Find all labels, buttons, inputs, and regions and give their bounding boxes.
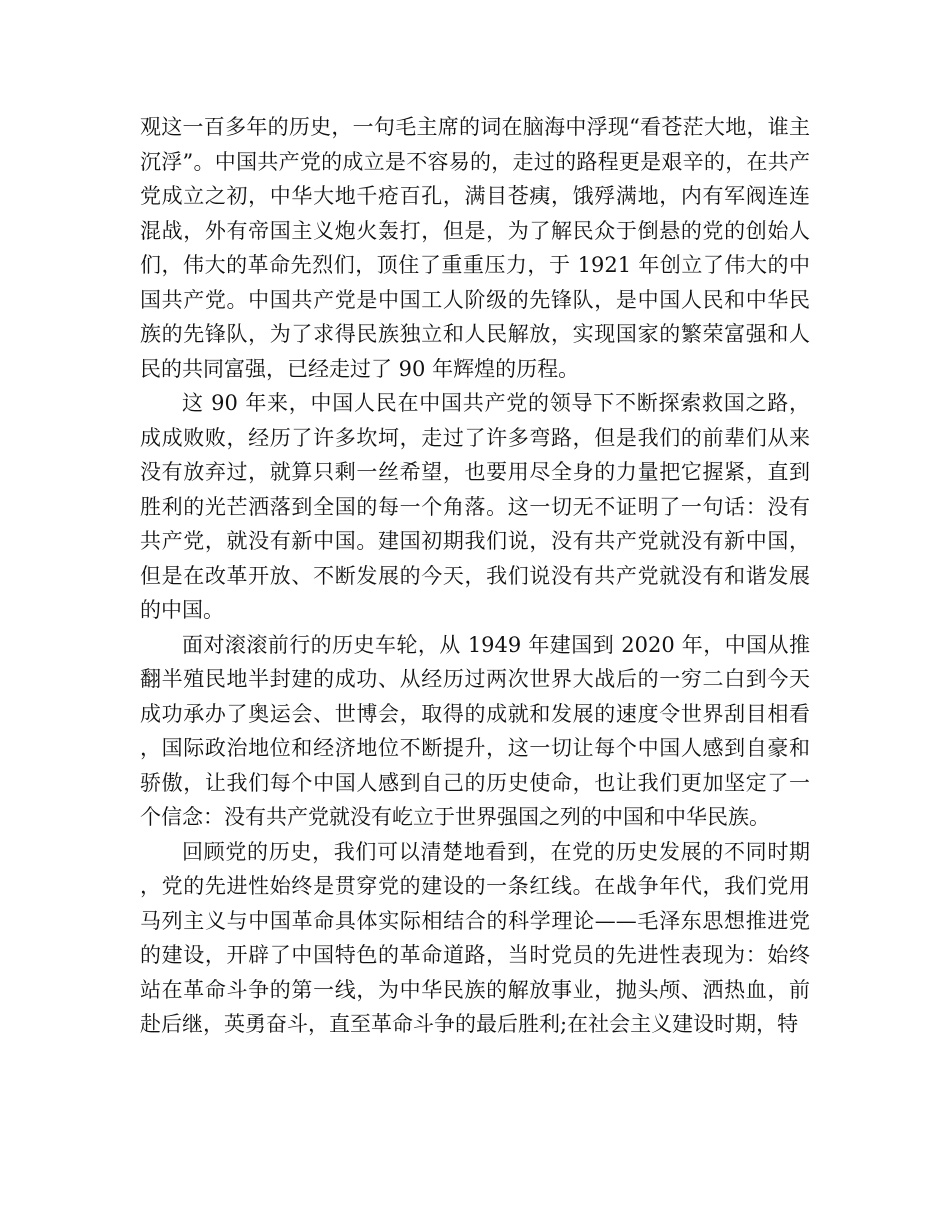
document-body bbox=[140, 110, 810, 1042]
paragraph-3: 面对滚滚前行的历史车轮，从 1949 年建国到 2020 年，中国从推翻半殖民地半封建的成功、从经历过两次世界大战后的一穷二白到今天成功承办了奥运会、世博会，取得的成就和发展的速度令世界刮目相看，国际政治地位和经济地位不断提升，这一切让每个中国人感到自豪和骄傲，让我们每个中国人感到自己的历史使命，也让我们更加坚定了一个信念：没有共产党就没有屹立于世界强国之列的中国和中华民族。 bbox=[140, 632, 810, 829]
paragraph-4: 回顾党的历史，我们可以清楚地看到，在党的历史发展的不同时期，党的先进性始终是贯穿党的建设的一条红线。在战争年代，我们党用马列主义与中国革命具体实际相结合的科学理论——毛泽东思想推进党的建设，开辟了中国特色的革命道路，当时党员的先进性表现为：始终站在革命斗争的第一线，为中华民族的解放事业，抛头颅、洒热血，前赴后继，英勇奋斗，直至革命斗争的最后胜利;在社会主义建设时期，特 bbox=[140, 839, 810, 1036]
paragraph-1: 观这一百多年的历史，一句毛主席的词在脑海中浮现“看苍茫大地，谁主沉浮”。中国共产党的成立是不容易的，走过的路程更是艰辛的，在共产党成立之初，中华大地千疮百孔，满目苍痍，饿殍满地，内有军阀连连混战，外有帝国主义炮火轰打，但是，为了解民众于倒悬的党的创始人们，伟大的革命先烈们，顶住了重重压力，于 1921 年创立了伟大的中国共产党。中国共产党是中国工人阶级的先锋队，是中国人民和中华民族的先锋队，为了求得民族独立和人民解放，实现国家的繁荣富强和人民的共同富强，已经走过了 90 年辉煌的历程。 bbox=[140, 115, 810, 381]
paragraph-2: 这 90 年来，中国人民在中国共产党的领导下不断探索救国之路，成成败败，经历了许多坎坷，走过了许多弯路，但是我们的前辈们从来没有放弃过，就算只剩一丝希望，也要用尽全身的力量把它握紧，直到胜利的光芒洒落到全国的每一个角落。这一切无不证明了一句话：没有共产党，就没有新中国。建国初期我们说，没有共产党就没有新中国，但是在改革开放、不断发展的今天，我们说没有共产党就没有和谐发展的中国。 bbox=[140, 391, 810, 622]
